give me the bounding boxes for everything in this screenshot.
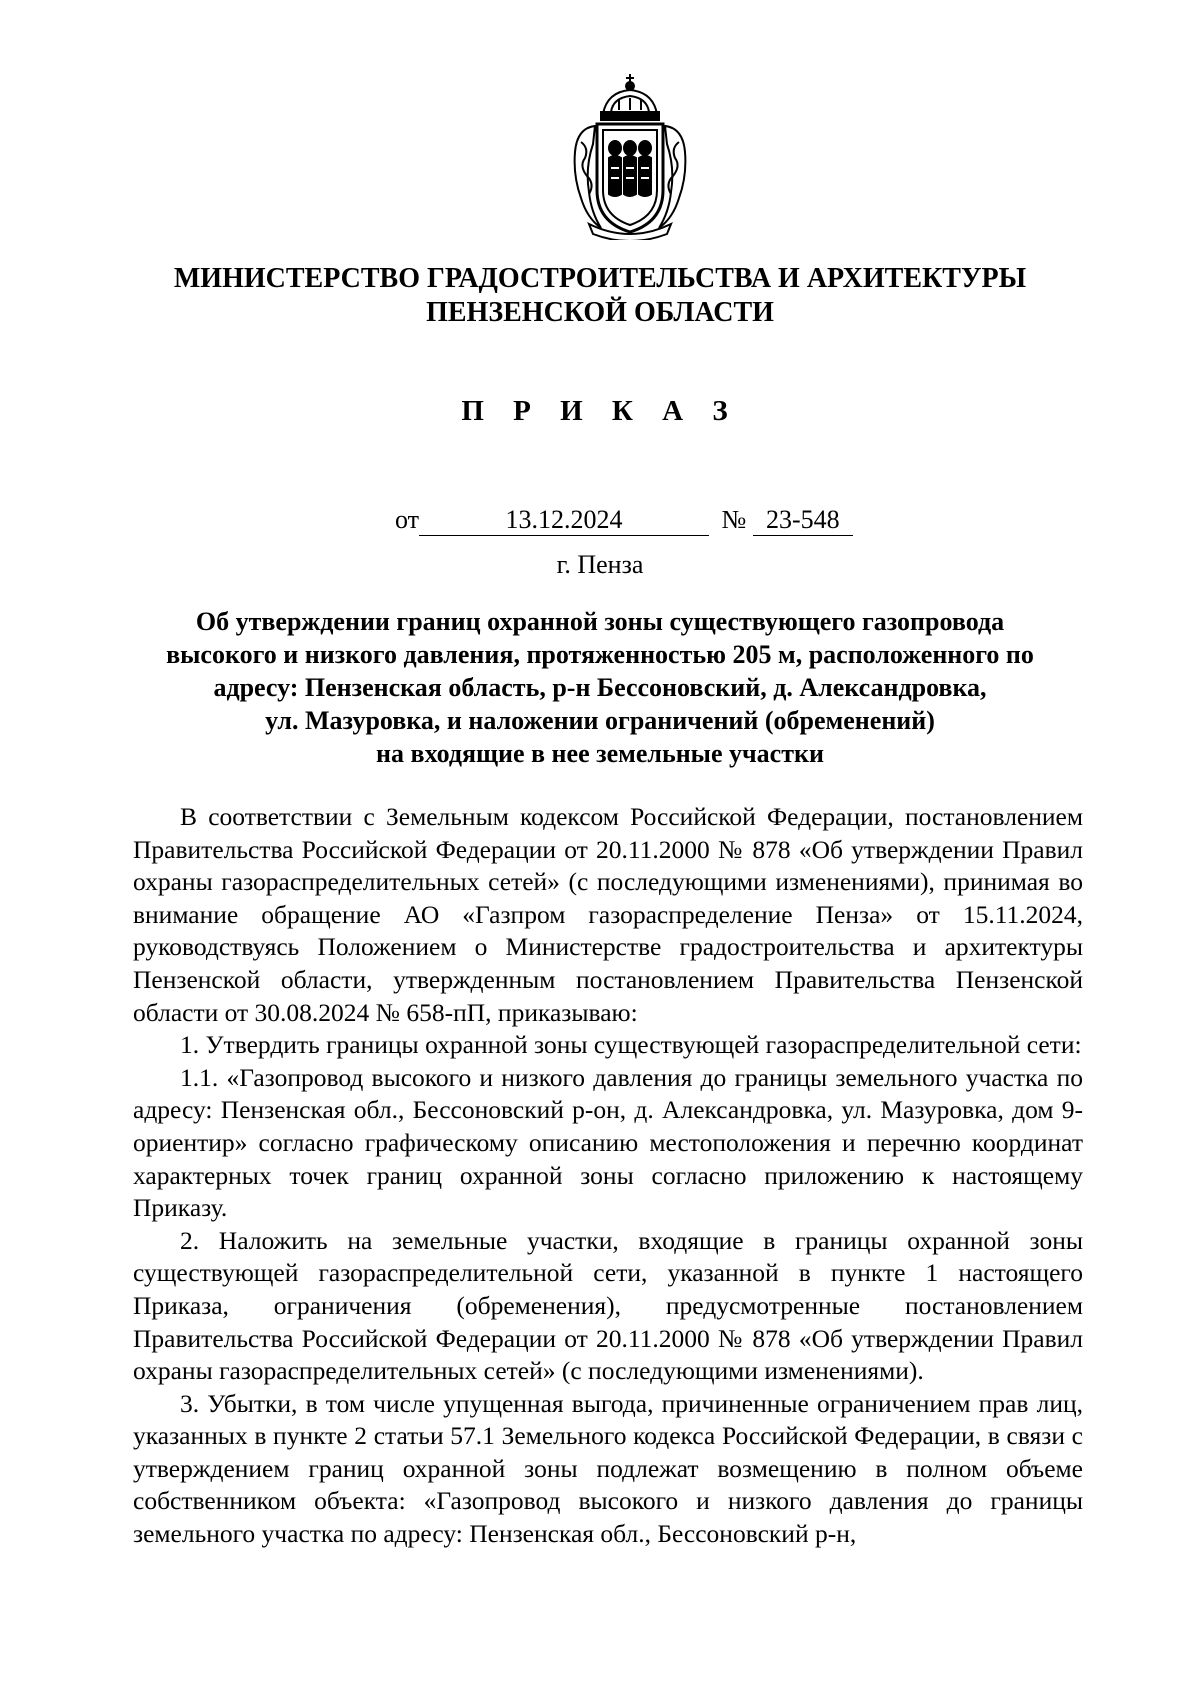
ministry-name-line1: МИНИСТЕРСТВО ГРАДОСТРОИТЕЛЬСТВА И АРХИТЕКТУРЫ — [173, 263, 1027, 294]
item-1-1-paragraph: 1.1. «Газопровод высокого и низкого давления до границы земельного участка по адресу: Пензенская обл., Бессоновский р-он, д. Александровка, ул. Мазуровка, дом 9-ориентир» согласно графическому описанию местоположения и перечню координат характерных точек границ охранной зоны согласно приложению к настоящему Приказу. — [133, 1062, 1083, 1223]
subject-line: ул. Мазуровка, и наложении ограничений (обременений) — [265, 706, 935, 735]
order-subject — [0, 605, 1200, 770]
subject-line: на входящие в нее земельные участки — [376, 739, 824, 768]
subject-line: Об утверждении границ охранной зоны существующего газопровода — [195, 607, 1005, 636]
ministry-name — [0, 262, 1200, 330]
item-3-paragraph: 3. Убытки, в том числе упущенная выгода, причиненные ограничением прав лиц, указанных в пункте 2 статьи 57.1 Земельного кодекса Российской Федерации, в связи с утверждением границ охранной зоны подлежат возмещению в полном объеме собственником объекта: «Газопровод высокого и низкого давления до границы земельного участка по адресу: Пензенская обл., Бессоновский р-н, — [133, 1388, 1083, 1549]
coat-of-arms-icon — [567, 72, 693, 240]
preamble-paragraph: В соответствии с Земельным кодексом Российской Федерации, постановлением Правительства Российской Федерации от 20.11.2000 № 878 «Об утверждении Правил охраны газораспределительных сетей» (с последующими изменениями), принимая во внимание обращение АО «Газпром газораспределение Пенза» от 15.11.2024, руководствуясь Положением о Министерстве градостроительства и архитектуры Пензенской области, утвержденным постановлением Правительства Пензенской области от 30.08.2024 № 658-пП, приказываю: — [133, 802, 1083, 1027]
number-prefix: № — [721, 505, 747, 534]
document-type-title: П Р И К А З — [461, 395, 739, 427]
date-prefix: от — [395, 505, 420, 534]
item-1-paragraph: 1. Утвердить границы охранной зоны существующей газораспределительной сети: — [180, 1030, 1082, 1060]
order-date: 13.12.2024 — [419, 505, 709, 536]
ministry-name-line2: ПЕНЗЕНСКОЙ ОБЛАСТИ — [426, 297, 774, 328]
date-number-line — [395, 505, 853, 536]
order-body — [133, 801, 1083, 1551]
city-name: г. Пенза — [556, 550, 644, 579]
order-number: 23-548 — [753, 505, 853, 536]
item-2-paragraph: 2. Наложить на земельные участки, входящие в границы охранной зоны существующей газораспределительной сети, указанной в пункте 1 настоящего Приказа, ограничения (обременения), предусмотренные постановлением Правительства Российской Федерации от 20.11.2000 № 878 «Об утверждении Правил охраны газораспределительных сетей» (с последующими изменениями). — [133, 1225, 1083, 1386]
subject-line: адресу: Пензенская область, р-н Бессоновский, д. Александровка, — [213, 673, 987, 702]
subject-line: высокого и низкого давления, протяженностью 205 м, расположенного по — [166, 640, 1034, 669]
